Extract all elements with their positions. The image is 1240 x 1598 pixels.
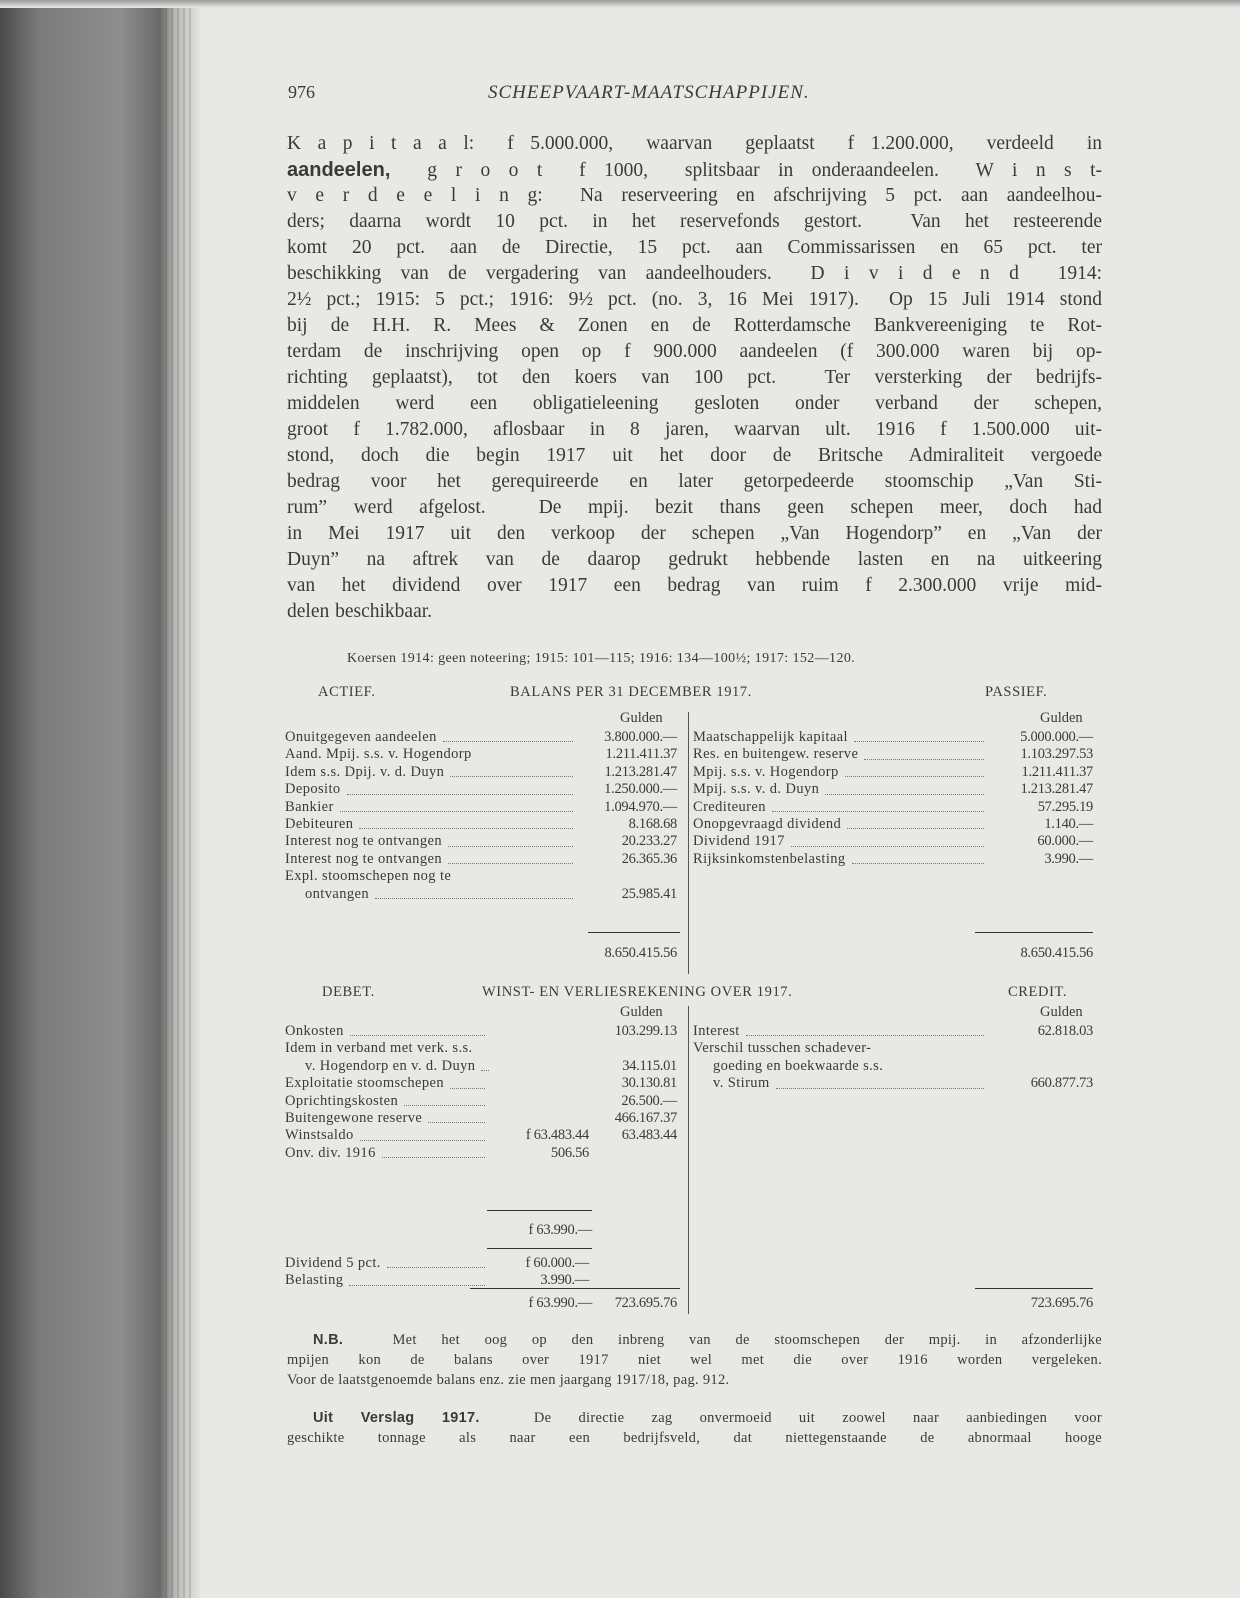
- amount: 34.115.01: [622, 1057, 677, 1074]
- row-label: Onopgevraagd dividend: [693, 815, 842, 832]
- line-text: g r o o t f 1000, splitsbaar in onderaandeelen. W i n s t-: [390, 160, 1102, 181]
- row-label: Idem in verband met verk. s.s.: [285, 1040, 473, 1057]
- actief-table: [285, 729, 677, 903]
- dot-leader: [854, 741, 984, 742]
- actief-total-rule: [588, 932, 680, 933]
- share-prices-line: Koersen 1914: geen noteering; 1915: 101—115; 1916: 134—100½; 1917: 152—120.: [347, 651, 856, 666]
- paragraph-line: [287, 417, 1102, 443]
- debet-row: [285, 1023, 677, 1040]
- actief-row: [285, 868, 677, 885]
- pl-credit-heading: CREDIT.: [1008, 984, 1068, 1000]
- passief-row: [693, 746, 1093, 763]
- dot-leader: [825, 794, 984, 795]
- appropriation-total: f 63.990.—: [528, 1295, 592, 1311]
- row-label: Debiteuren: [285, 815, 354, 832]
- row-label: Belasting: [285, 1272, 344, 1289]
- dot-leader: [387, 1267, 485, 1268]
- balance-passief-heading: PASSIEF.: [985, 684, 1048, 700]
- line-text: stond, doch die begin 1917 uit het door de Britsche Admiraliteit vergoede: [287, 445, 1102, 466]
- credit-row: [693, 1075, 1093, 1092]
- amount: 3.800.000.—: [604, 728, 677, 745]
- dot-leader: [340, 811, 573, 812]
- row-label: Onuitgegeven aandeelen: [285, 728, 437, 745]
- amount: 466.167.37: [614, 1109, 677, 1126]
- paragraph-line: [287, 235, 1102, 261]
- subtotal-rule-2: [487, 1248, 592, 1249]
- passief-row: [693, 729, 1093, 746]
- row-label: Interest nog te ontvangen: [285, 850, 442, 867]
- note-text: geschikte tonnage als naar een bedrijfsveld, dat niettegenstaande de abnormaal hooge: [287, 1430, 1102, 1446]
- row-label: v. Stirum: [713, 1075, 770, 1092]
- appropriation-row: [285, 1255, 677, 1272]
- subtotal-rule: [487, 1210, 592, 1211]
- dot-leader: [448, 846, 573, 847]
- passief-row: [693, 833, 1093, 850]
- dot-leader: [375, 898, 573, 899]
- dot-leader: [847, 828, 984, 829]
- passief-row: [693, 781, 1093, 798]
- actief-row: [285, 764, 677, 781]
- debet-row: [285, 1040, 677, 1057]
- dot-leader: [791, 846, 984, 847]
- passief-table: [693, 729, 1093, 868]
- actief-unit-label: Gulden: [620, 710, 663, 726]
- dot-leader: [404, 1105, 485, 1106]
- paragraph-line: [287, 131, 1102, 157]
- amount: 1.213.281.47: [604, 763, 677, 780]
- passief-unit-label: Gulden: [1040, 710, 1083, 726]
- sub-amount: 506.56: [550, 1144, 589, 1161]
- debet-total: 723.695.76: [614, 1295, 677, 1311]
- debet-row: [285, 1075, 677, 1092]
- line-text: beschikking van de vergadering van aandeelhouders. D i v i d e n d 1914:: [287, 263, 1102, 284]
- debet-row: [285, 1093, 677, 1110]
- dot-leader: [772, 811, 984, 812]
- actief-row: [285, 799, 677, 816]
- row-label: Res. en buitengew. reserve: [693, 746, 859, 763]
- amount: 26.365.36: [621, 850, 677, 867]
- credit-unit-label: Gulden: [1040, 1004, 1083, 1020]
- running-title: SCHEEPVAART-MAATSCHAPPIJEN.: [488, 82, 810, 103]
- row-label: Rijksinkomstenbelasting: [693, 850, 846, 867]
- paragraph-line: [287, 183, 1102, 209]
- dot-leader: [864, 759, 984, 760]
- note-label: Uit Verslag 1917.: [313, 1410, 480, 1426]
- passief-total-rule: [975, 932, 1093, 933]
- line-text: terdam de inschrijving open op f 900.000 aandeelen (f 300.000 waren bij op-: [287, 341, 1102, 362]
- dot-leader: [776, 1088, 984, 1089]
- nb-note: [287, 1330, 1102, 1390]
- row-label: Dividend 5 pct.: [285, 1254, 381, 1271]
- passief-row: [693, 799, 1093, 816]
- line-text: rum” werd afgelost. De mpij. bezit thans geen schepen meer, doch had: [287, 497, 1102, 518]
- note-line: [287, 1428, 1102, 1448]
- credit-row: [693, 1040, 1093, 1057]
- actief-row: [285, 746, 677, 763]
- dot-leader: [450, 1088, 485, 1089]
- row-label: v. Hogendorp en v. d. Duyn: [305, 1057, 476, 1074]
- actief-row: [285, 833, 677, 850]
- debet-table: [285, 1023, 677, 1162]
- amount: 30.130.81: [621, 1075, 677, 1092]
- actief-row: [285, 729, 677, 746]
- debet-row: [285, 1058, 677, 1075]
- note-line: [287, 1350, 1102, 1370]
- actief-row: [285, 781, 677, 798]
- bold-term: aandeelen,: [287, 159, 391, 181]
- dot-leader: [360, 1140, 485, 1141]
- paragraph-line: [287, 547, 1102, 573]
- row-label: Dividend 1917: [693, 833, 785, 850]
- paragraph-line: [287, 391, 1102, 417]
- balance-column-divider: [688, 712, 689, 974]
- amount: 3.990.—: [1044, 850, 1093, 867]
- row-label: Aand. Mpij. s.s. v. Hogendorp: [285, 746, 472, 763]
- top-edge-shadow: [0, 0, 1240, 8]
- line-text: in Mei 1917 uit den verkoop der schepen „Van Hogendorp” en „Van der: [287, 523, 1102, 544]
- line-text: middelen werd een obligatieleening gesloten onder verband der schepen,: [287, 393, 1102, 414]
- row-label: Expl. stoomschepen nog te: [285, 868, 452, 885]
- debet-row: [285, 1110, 677, 1127]
- paragraph-line: [287, 209, 1102, 235]
- row-label: goeding en boekwaarde s.s.: [713, 1057, 884, 1074]
- amount: 8.168.68: [628, 815, 677, 832]
- credit-total: 723.695.76: [1030, 1295, 1093, 1311]
- row-label: Crediteuren: [693, 798, 766, 815]
- amount: 26.500.—: [621, 1092, 677, 1109]
- passief-total: 8.650.415.56: [1020, 945, 1093, 961]
- actief-row: [285, 886, 677, 903]
- line-text: v e r d e e l i n g: Na reserveering en afschrijving 5 pct. aan aandeelhou-: [287, 185, 1102, 206]
- note-line: [287, 1370, 1102, 1390]
- amount: 1.211.411.37: [1021, 763, 1093, 780]
- pl-subtotal: f 63.990.—: [528, 1222, 592, 1238]
- dot-leader: [359, 828, 573, 829]
- actief-row: [285, 851, 677, 868]
- line-text: ders; daarna wordt 10 pct. in het reservefonds gestort. Van het resteerende: [287, 211, 1102, 232]
- paragraph-line: [287, 573, 1102, 599]
- line-text: 2½ pct.; 1915: 5 pct.; 1916: 9½ pct. (no. 3, 16 Mei 1917). Op 15 Juli 1914 stond: [287, 289, 1102, 310]
- paragraph-line: [287, 339, 1102, 365]
- row-label: Mpij. s.s. v. d. Duyn: [693, 781, 820, 798]
- balance-title: BALANS PER 31 DECEMBER 1917.: [510, 684, 752, 700]
- note-text: De directie zag onvermoeid uit zoowel naar aanbiedingen voor: [533, 1410, 1102, 1426]
- page-edges: [165, 0, 195, 1598]
- paragraph-line: [287, 495, 1102, 521]
- row-label: Onv. div. 1916: [285, 1144, 376, 1161]
- passief-row: [693, 764, 1093, 781]
- credit-row: [693, 1023, 1093, 1040]
- dot-leader: [382, 1157, 485, 1158]
- row-label: Buitengewone reserve: [285, 1109, 423, 1126]
- row-label: Idem s.s. Dpij. v. d. Duyn: [285, 763, 445, 780]
- note-text: mpijen kon de balans over 1917 niet wel met die over 1916 worden vergeleken.: [287, 1352, 1102, 1368]
- balance-actief-heading: ACTIEF.: [318, 684, 376, 700]
- dot-leader: [347, 794, 573, 795]
- dot-leader: [428, 1122, 485, 1123]
- dot-leader: [350, 1035, 485, 1036]
- credit-total-rule: [975, 1288, 1093, 1289]
- debet-row: [285, 1127, 677, 1144]
- dot-leader: [349, 1285, 485, 1286]
- paragraph-line: [287, 261, 1102, 287]
- note-text: Voor de laatstgenoemde balans enz. zie men jaargang 1917/18, pag. 912.: [287, 1372, 730, 1388]
- company-description-paragraph: [287, 131, 1102, 625]
- line-text: bedrag voor het gerequireerde en later getorpedeerde stoomschip „Van Sti-: [287, 471, 1102, 492]
- amount: 1.250.000.—: [604, 781, 677, 798]
- row-label: ontvangen: [305, 885, 370, 902]
- line-text: richting geplaatst), tot den koers van 100 pct. Ter versterking der bedrijfs-: [287, 367, 1102, 388]
- debet-total-rule: [470, 1288, 680, 1289]
- verslag-excerpt: [287, 1408, 1102, 1448]
- amount: 57.295.19: [1037, 798, 1093, 815]
- dot-leader: [746, 1035, 984, 1036]
- note-label: N.B.: [313, 1332, 344, 1348]
- amount: 62.818.03: [1037, 1022, 1093, 1039]
- credit-table: [693, 1023, 1093, 1093]
- note-text: Met het oog op den inbreng van de stoomschepen der mpij. in afzonderlijke: [392, 1332, 1102, 1348]
- book-binding-edge: [0, 0, 200, 1598]
- actief-total: 8.650.415.56: [604, 945, 677, 961]
- paragraph-line: [287, 157, 1102, 183]
- paragraph-line: [287, 313, 1102, 339]
- dot-leader: [443, 741, 573, 742]
- paragraph-line: [287, 287, 1102, 313]
- amount: 660.877.73: [1030, 1075, 1093, 1092]
- row-label: Interest: [693, 1022, 740, 1039]
- amount: 1.103.297.53: [1020, 746, 1093, 763]
- note-line: [287, 1330, 1102, 1350]
- note-line: [287, 1408, 1102, 1428]
- credit-row: [693, 1058, 1093, 1075]
- debet-unit-label: Gulden: [620, 1004, 663, 1020]
- row-label: Oprichtingskosten: [285, 1092, 399, 1109]
- amount: 5.000.000.—: [1020, 728, 1093, 745]
- paragraph-line: [287, 469, 1102, 495]
- row-label: Maatschappelijk kapitaal: [693, 728, 848, 745]
- line-text: K a p i t a a l: f 5.000.000, waarvan geplaatst f 1.200.000, verdeeld in: [287, 133, 1102, 154]
- pl-column-divider: [688, 1006, 689, 1314]
- amount: 20.233.27: [621, 833, 677, 850]
- passief-row: [693, 816, 1093, 833]
- row-label: Bankier: [285, 798, 334, 815]
- amount: 1.140.—: [1044, 815, 1093, 832]
- appropriation-table: [285, 1255, 677, 1290]
- passief-row: [693, 851, 1093, 868]
- dot-leader: [845, 776, 984, 777]
- paragraph-line: [287, 521, 1102, 547]
- line-text: komt 20 pct. aan de Directie, 15 pct. aan Commissarissen en 65 pct. ter: [287, 237, 1102, 258]
- amount: 63.483.44: [621, 1127, 677, 1144]
- dot-leader: [481, 1070, 489, 1071]
- amount: 1.211.411.37: [605, 746, 677, 763]
- amount: 60.000.—: [1037, 833, 1093, 850]
- sub-amount: f 63.483.44: [525, 1127, 589, 1144]
- debet-row: [285, 1145, 677, 1162]
- amount: 25.985.41: [621, 885, 677, 902]
- line-text: Duyn” na aftrek van de daarop gedrukt hebbende lasten en na uitkeering: [287, 549, 1102, 570]
- paragraph-line: [287, 599, 1102, 625]
- pl-debet-heading: DEBET.: [322, 984, 375, 1000]
- page-number: 976: [288, 82, 315, 102]
- row-label: Mpij. s.s. v. Hogendorp: [693, 763, 839, 780]
- row-label: Exploitatie stoomschepen: [285, 1075, 444, 1092]
- row-label: Interest nog te ontvangen: [285, 833, 442, 850]
- dot-leader: [448, 863, 573, 864]
- pl-title: WINST- EN VERLIESREKENING OVER 1917.: [482, 984, 793, 1000]
- paragraph-line: [287, 365, 1102, 391]
- row-label: Deposito: [285, 781, 341, 798]
- line-text: bij de H.H. R. Mees & Zonen en de Rotterdamsche Bankvereeniging te Rot-: [287, 315, 1102, 336]
- row-label: Onkosten: [285, 1022, 344, 1039]
- amount: 103.299.13: [614, 1022, 677, 1039]
- paragraph-line: [287, 443, 1102, 469]
- amount: 1.213.281.47: [1020, 781, 1093, 798]
- actief-row: [285, 816, 677, 833]
- amount: 1.094.970.—: [604, 798, 677, 815]
- dot-leader: [852, 863, 984, 864]
- row-label: Verschil tusschen schadever-: [693, 1040, 872, 1057]
- dot-leader: [450, 776, 573, 777]
- row-label: Winstsaldo: [285, 1127, 354, 1144]
- line-text: groot f 1.782.000, aflosbaar in 8 jaren, waarvan ult. 1916 f 1.500.000 uit-: [287, 419, 1102, 440]
- line-text: van het dividend over 1917 een bedrag van ruim f 2.300.000 vrije mid-: [287, 575, 1102, 596]
- line-text: delen beschikbaar.: [287, 601, 433, 622]
- sub-amount: f 60.000.—: [525, 1254, 589, 1271]
- sub-amount: 3.990.—: [540, 1272, 589, 1289]
